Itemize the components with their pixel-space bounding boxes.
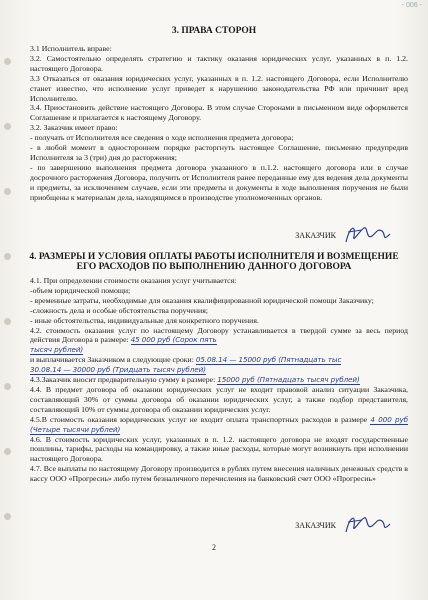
p46: 4.6. В стоимость юридических услуг, указанных в п. 1.2. настоящего договора не входят государственные пошлины, тарифы, расходы на командировку, а также иные расходы, которые могут возникнуть при исполнении настоящего Договора. [30,434,408,464]
s3-line: 3.4. Приостановить действие настоящего Договора. В этом случае Сторонами в письменном виде оформляется Соглашение и прилагается к настоящему Договору. [30,103,408,123]
p47: 4.7. Все выплаты по настоящему Договору производится в рублях путем внесения наличных денежных средств в кассу ООО «Прогресиь» либо путем безналичного перечисления на банковский счет ООО «Прогресиь» [30,464,408,484]
s3-line: - по завершению выполнения предмета договора указанного в п.1.2. настоящего договора или в случае досрочного расторжения Договора, получить от Исполнителя ранее переданные ему для ведения дела документы и предметы, за исключением случаев, если эти предметы и документы в ходе выполнения поручения не были приобщены к материалам дела, находящимся в производстве уполномоченных органов. [30,162,408,202]
signature-row-2 [295,512,394,538]
binder-holes [4,0,14,600]
section4-title-line2: ЕГО РАСХОДОВ ПО ВЫПОЛНЕНИЮ ДАННОГО ДОГОВОРА [76,262,352,272]
p42 [30,326,408,356]
p43 [30,375,408,385]
section3-title: 3. ПРАВА СТОРОН [171,26,257,36]
p42-terms-text: и выплачивается Заказчиком в следующие сроки: [30,355,194,365]
signature-row-1 [295,222,394,248]
handwritten-schedule: 30.08.14 — 30000 руб (Тридцать тысяч рублей) [30,365,206,375]
p45-text: 4.5.В стоимость оказания юридических услуг не входит оплата транспортных расходов в размере [30,414,368,424]
p42-text: 4.2. стоимость оказания услуг по настоящему Договору устанавливается в твердой сумме за весь период действия Договора в размере: [30,325,408,345]
bullet: -объем юридической помощи; [30,285,131,295]
bullet: - временные затраты, необходимые для оказания квалифицированной юридической помощи Заказчику; [30,295,374,305]
page-number: 2 [212,543,216,552]
p44: 4.4. В предмет договора об оказании юридических услуг не входит правовой анализ ситуации Заказчика, составляющий 30% от суммы договора об оказании юридических услуг, а также подбор представителя, составляющий 10% от суммы договора об оказании юридических услуг. [30,384,408,414]
s3-line: 3.1 Исполнитель вправе: [30,44,112,53]
signature-label: ЗАКАЗЧИК [295,230,336,240]
bullet: - иные обстоятельства, индивидуальные для конкретного поручения. [30,315,259,325]
handwritten-schedule: 05.08.14 — 15000 руб (Пятнадцать тыс [195,355,342,365]
s3-line: 3.2. Самостоятельно определять стратегию и тактику оказания юридических услуг, указанных в п. 1.2. настоящего Договора. [30,53,408,73]
handwritten-amount: тысяч рублей) [30,345,84,355]
header-stamp: - 006 - [401,2,422,9]
bullet: -сложность дела и особые обстоятельства поручения; [30,305,208,315]
handwritten-prepayment: 15000 руб (Пятнадцать тысяч рублей) [217,375,360,385]
p42-terms [30,355,408,375]
signature-icon [342,222,394,248]
handwritten-transport: 4 000 руб (Четыре тысячи рублей) [30,414,409,434]
section3-body [30,44,408,203]
p45 [30,415,408,435]
p43-text: 4.3.Заказчик вносит предварительную сумму в размере: [30,375,216,385]
s3-line: 3.3 Отказаться от оказания юридических услуг, указанных в п. 1.2. настоящего Договора, если Исполнителю станет известно, что исполнение услуг приведет к нарушению законодательства РФ или причинит вред Исполнителю. [30,73,408,103]
s3-line: - в любой момент в одностороннем порядке расторгнуть настоящее Соглашение, письменно предупредив Исполнителя за 3 (три) дня до расторжения; [30,143,408,162]
section4-title-line1: 4. РАЗМЕРЫ И УСЛОВИЯ ОПЛАТЫ РАБОТЫ ИСПОЛНИТЕЛЯ И ВОЗМЕЩЕНИЕ [29,252,399,262]
signature-label: ЗАКАЗЧИК [295,520,336,530]
handwritten-amount: 45 000 руб (Сорок пять [130,335,217,345]
signature-icon [342,512,394,538]
p41: 4.1. При определении стоимости оказания услуг учитывается: [30,276,237,285]
s3-line: 3.2. Заказчик имеет право: [30,123,118,133]
section4-body [30,276,408,484]
s3-line: - получать от Исполнителя все сведения о ходе исполнения предмета договора; [30,133,294,143]
